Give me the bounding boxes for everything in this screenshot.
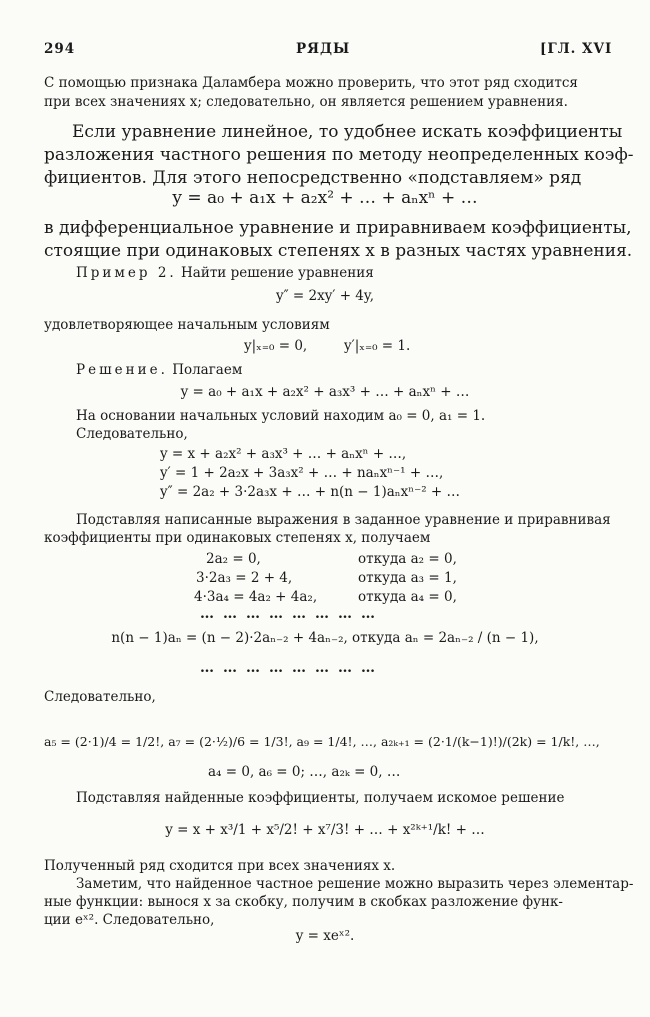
series-y-double-prime: y″ = 2a₂ + 3·2a₃x + … + n(n − 1)aₙxⁿ⁻² + … (160, 484, 461, 500)
solution-label: Решение. (76, 362, 168, 378)
initial-condition-1: y|ₓ₌₀ = 0, (244, 338, 308, 354)
solution-heading (76, 362, 242, 378)
note-line-3: ции eˣ². Следовательно, (44, 912, 215, 928)
therefore-1: Следовательно, (76, 426, 188, 442)
eq-row-1-right: откуда a₂ = 0, (358, 551, 457, 567)
final-answer: y = xeˣ². (295, 928, 355, 944)
eq-row-1-left: 2a₂ = 0, (206, 551, 261, 567)
therefore-2: Следовательно, (44, 689, 156, 705)
series-y: y = x + a₂x² + a₃x³ + … + aₙxⁿ + …, (160, 446, 407, 462)
note-line-1: Заметим, что найденное частное решение можно выразить через элементар- (76, 876, 634, 892)
odd-coefficients: a₅ = (2·1)/4 = 1/2!, a₇ = (2·½)/6 = 1/3!, a₉ = 1/4!, …, a₂ₖ₊₁ = (2·1/(k−1)!)/(2k) = 1/k!, …, (44, 734, 600, 749)
substitute-line-2: коэффициенты при одинаковых степенях x, получаем (44, 530, 431, 546)
running-title: РЯДЫ (296, 41, 351, 57)
solution-text: Полагаем (172, 362, 243, 378)
eq-row-2-right: откуда a₃ = 1, (358, 570, 457, 586)
eq-row-3-left: 4·3a₄ = 4a₂ + 4a₂, (194, 589, 318, 605)
convergence-note: Полученный ряд сходится при всех значениях x. (44, 858, 396, 874)
chapter-label: [ГЛ. XVI (540, 41, 613, 57)
solution-series: y = x + x³/1 + x⁵/2! + x⁷/3! + … + x²ᵏ⁺¹/k! + … (165, 822, 485, 838)
example-label: Пример 2. (76, 265, 177, 281)
eq-row-3-right: откуда a₄ = 0, (358, 589, 457, 605)
intro-line-1: С помощью признака Даламбера можно проверить, что этот ряд сходится (44, 75, 578, 91)
ellipsis-row-2: …………………… (200, 660, 384, 676)
series-y-prime: y′ = 1 + 2a₂x + 3a₃x² + … + naₙxⁿ⁻¹ + …, (160, 465, 444, 481)
ellipsis-row-1: …………………… (200, 606, 384, 622)
intro-line-2: при всех значениях x; следовательно, он является решением уравнения. (44, 94, 568, 110)
example-equation: y″ = 2xy′ + 4y, (275, 288, 375, 304)
eq-row-2-left: 3·2a₃ = 2 + 4, (196, 570, 293, 586)
general-recurrence: n(n − 1)aₙ = (n − 2)·2aₙ₋₂ + 4aₙ₋₂, откуда aₙ = 2aₙ₋₂ / (n − 1), (111, 630, 539, 646)
note-line-2: ные функции: вынося x за скобку, получим в скобках разложение функ- (44, 894, 563, 910)
even-coefficients: a₄ = 0, a₆ = 0; …, a₂ₖ = 0, … (208, 764, 401, 780)
main-line-4: в дифференциальное уравнение и приравниваем коэффициенты, (44, 218, 632, 238)
condition-text: удовлетворяющее начальным условиям (44, 317, 330, 333)
main-line-1: Если уравнение линейное, то удобнее искать коэффициенты (72, 122, 623, 142)
main-line-5: стоящие при одинаковых степенях x в разных частях уравнения. (44, 241, 633, 261)
page-number: 294 (44, 41, 76, 57)
initial-condition-2: y′|ₓ₌₀ = 1. (344, 338, 411, 354)
series-formula: y = a₀ + a₁x + a₂x² + … + aₙxⁿ + … (172, 188, 478, 208)
initial-coeffs-line: На основании начальных условий находим a₀ = 0, a₁ = 1. (76, 408, 486, 424)
example-text: Найти решение уравнения (181, 265, 374, 281)
assumed-series: y = a₀ + a₁x + a₂x² + a₃x³ + … + aₙxⁿ + … (180, 384, 470, 400)
found-coeffs-line: Подставляя найденные коэффициенты, получаем искомое решение (76, 790, 565, 806)
main-line-2: разложения частного решения по методу неопределенных коэф- (44, 145, 634, 165)
substitute-line-1: Подставляя написанные выражения в заданное уравнение и приравнивая (76, 512, 611, 528)
example-heading (76, 265, 374, 281)
main-line-3: фициентов. Для этого непосредственно «подставляем» ряд (44, 168, 582, 188)
